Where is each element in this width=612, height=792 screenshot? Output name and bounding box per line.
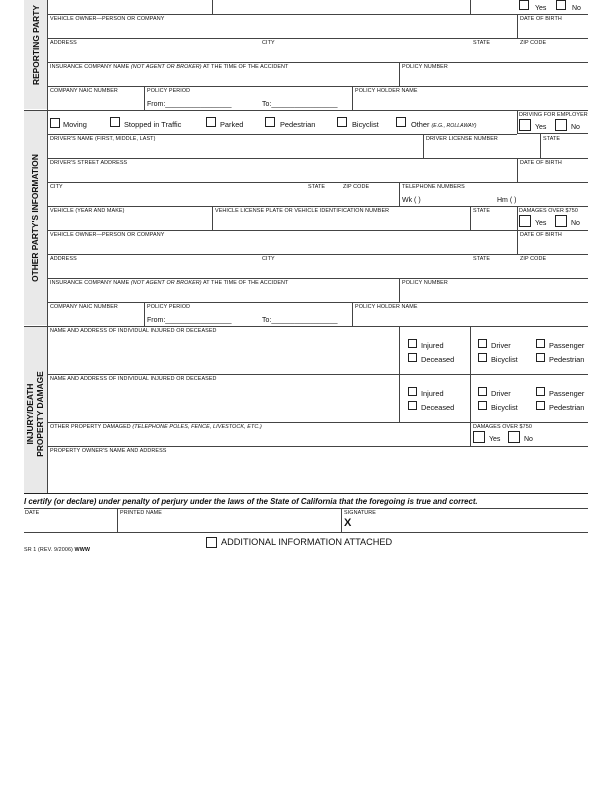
other-policy-holder-label: POLICY HOLDER NAME (355, 304, 418, 310)
status-moving-checkbox[interactable] (50, 118, 60, 128)
employer-no-checkbox[interactable] (555, 119, 567, 131)
other-dob2-label: DATE OF BIRTH (520, 232, 562, 238)
other-city-label: CITY (50, 184, 63, 190)
other-naic-label: COMPANY NAIC NUMBER (50, 304, 118, 310)
other-policy-from: From:_________________ (147, 317, 232, 324)
form-id-text: SR 1 (REV. 9/2006) (24, 547, 75, 553)
status-other-example: (E.G., ROLLAWAY) (431, 123, 477, 129)
drivers-name-label: DRIVER'S NAME (FIRST, MIDDLE, LAST) (50, 136, 156, 142)
person2-bicyclist-checkbox[interactable] (478, 401, 487, 410)
property-damages-yes-label: Yes (489, 436, 501, 443)
other-insurance-label-a: INSURANCE COMPANY NAME (50, 280, 131, 286)
telephone-home: Hm ( ) (497, 197, 517, 204)
other-policy-period-label: POLICY PERIOD (147, 304, 191, 310)
printed-name-label: PRINTED NAME (120, 510, 162, 516)
reporting-top-no-checkbox[interactable] (556, 0, 566, 10)
reporting-policy-period-label: POLICY PERIOD (147, 88, 191, 94)
other-insurance-label-b: (NOT AGENT OR BROKER) (130, 280, 202, 286)
reporting-vehicle-owner-label: VEHICLE OWNER—PERSON OR COMPANY (50, 16, 165, 22)
person1-pedestrian-label: Pedestrian (549, 355, 585, 364)
person2-deceased-label: Deceased (421, 403, 455, 412)
other-policy-number-label: POLICY NUMBER (402, 280, 448, 286)
status-moving-label: Moving (63, 120, 87, 129)
other-damages-no-label: No (571, 220, 580, 227)
person1-injured-label: Injured (421, 341, 444, 350)
street-address-label: DRIVER'S STREET ADDRESS (50, 160, 128, 166)
other-state-label: STATE (308, 184, 326, 190)
other-damages-yes-label: Yes (535, 220, 547, 227)
other-address-city-label: CITY (262, 256, 275, 262)
other-zip-label: ZIP CODE (343, 184, 370, 190)
other-damages-yes-checkbox[interactable] (519, 215, 531, 227)
property-damages-label: DAMAGES OVER $750 (473, 424, 532, 430)
other-vehicle-owner-label: VEHICLE OWNER—PERSON OR COMPANY (50, 232, 165, 238)
person2-bicyclist-label: Bicyclist (491, 403, 518, 412)
person1-deceased-label: Deceased (421, 355, 455, 364)
status-pedestrian-label: Pedestrian (280, 120, 316, 129)
signature-label: SIGNATURE (344, 510, 376, 516)
person1-passenger-checkbox[interactable] (536, 339, 545, 348)
employer-yes-checkbox[interactable] (519, 119, 531, 131)
person1-passenger-label: Passenger (549, 341, 585, 350)
reporting-top-no-label: No (572, 5, 581, 12)
person1-injured-checkbox[interactable] (408, 339, 417, 348)
employer-no-label: No (571, 124, 580, 131)
status-bicyclist-label: Bicyclist (352, 120, 379, 129)
person2-driver-label: Driver (491, 389, 511, 398)
reporting-zip-label: ZIP CODE (520, 40, 547, 46)
other-insurance-label-c: AT THE TIME OF THE ACCIDENT (201, 280, 289, 286)
drivers-license-label: DRIVER LICENSE NUMBER (426, 136, 498, 142)
person1-bicyclist-label: Bicyclist (491, 355, 518, 364)
vehicle-plate-label: VEHICLE LICENSE PLATE OR VEHICLE IDENTIFICATION NUMBER (215, 208, 390, 214)
property-damages-yes-checkbox[interactable] (473, 431, 485, 443)
employer-label: DRIVING FOR EMPLOYER (519, 112, 588, 118)
other-address-label: ADDRESS (50, 256, 77, 262)
other-dob-label: DATE OF BIRTH (520, 160, 562, 166)
injured-person-1-label: NAME AND ADDRESS OF INDIVIDUAL INJURED OR DECEASED (50, 328, 217, 334)
person2-pedestrian-label: Pedestrian (549, 403, 585, 412)
reporting-top-yes-checkbox[interactable] (519, 0, 529, 10)
reporting-insurance-label-c: AT THE TIME OF THE ACCIDENT (201, 64, 289, 70)
reporting-top-yes-label: Yes (535, 5, 547, 12)
status-bicyclist-checkbox[interactable] (337, 117, 347, 127)
vehicle-state-label: STATE (473, 208, 491, 214)
telephone-work: Wk ( ) (402, 197, 421, 204)
person1-pedestrian-checkbox[interactable] (536, 353, 545, 362)
status-other-text: Other (411, 120, 430, 129)
reporting-insurance-label-b: (NOT AGENT OR BROKER) (130, 64, 202, 70)
status-pedestrian-checkbox[interactable] (265, 117, 275, 127)
injured-person-2-label: NAME AND ADDRESS OF INDIVIDUAL INJURED OR DECEASED (50, 376, 217, 382)
status-parked-checkbox[interactable] (206, 117, 216, 127)
telephone-label: TELEPHONE NUMBERS (402, 184, 465, 190)
person1-deceased-checkbox[interactable] (408, 353, 417, 362)
person2-passenger-label: Passenger (549, 389, 585, 398)
reporting-policy-from: From:_________________ (147, 101, 232, 108)
other-party-section-title: OTHER PARTY'S INFORMATION (30, 154, 40, 282)
person2-injured-label: Injured (421, 389, 444, 398)
person1-driver-label: Driver (491, 341, 511, 350)
status-parked-label: Parked (220, 120, 244, 129)
reporting-insurance-label (50, 64, 288, 70)
person2-driver-checkbox[interactable] (478, 387, 487, 396)
form-www: WWW (74, 547, 91, 553)
additional-info-label: ADDITIONAL INFORMATION ATTACHED (221, 537, 393, 547)
person1-bicyclist-checkbox[interactable] (478, 353, 487, 362)
status-other-label (411, 120, 477, 131)
reporting-state-label: STATE (473, 40, 491, 46)
other-property-label-b: (TELEPHONE POLES, FENCE, LIVESTOCK, ETC.) (132, 424, 262, 430)
certification-statement: I certify (or declare) under penalty of perjury under the laws of the State of California that the foregoing is true and correct. (24, 497, 478, 506)
reporting-policy-number-label: POLICY NUMBER (402, 64, 448, 70)
injury-title-line2: PROPERTY DAMAGE (35, 371, 45, 457)
employer-yes-label: Yes (535, 124, 547, 131)
signature-x-mark: X (344, 517, 352, 529)
reporting-section-title: REPORTING PARTY (31, 5, 41, 85)
other-policy-to: To:_________________ (262, 317, 338, 324)
property-damages-no-label: No (524, 436, 533, 443)
other-damages-no-checkbox[interactable] (555, 215, 567, 227)
person2-deceased-checkbox[interactable] (408, 401, 417, 410)
other-insurance-label (50, 280, 288, 286)
drivers-license-state-label: STATE (543, 136, 561, 142)
reporting-naic-label: COMPANY NAIC NUMBER (50, 88, 118, 94)
property-owner-label: PROPERTY OWNER'S NAME AND ADDRESS (50, 448, 167, 454)
other-property-label (50, 424, 262, 430)
date-label: DATE (25, 510, 40, 516)
status-other-checkbox[interactable] (396, 117, 406, 127)
vehicle-year-make-label: VEHICLE (YEAR AND MAKE) (50, 208, 125, 214)
reporting-policy-holder-label: POLICY HOLDER NAME (355, 88, 418, 94)
person2-injured-checkbox[interactable] (408, 387, 417, 396)
form-id (24, 547, 90, 553)
other-damages-label: DAMAGES OVER $750 (519, 208, 578, 214)
injury-title-line1: INJURY/DEATH (25, 383, 35, 445)
person2-pedestrian-checkbox[interactable] (536, 401, 545, 410)
reporting-address-label: ADDRESS (50, 40, 77, 46)
other-property-label-a: OTHER PROPERTY DAMAGED (50, 424, 133, 430)
status-stopped-label: Stopped in Traffic (124, 120, 182, 129)
person2-passenger-checkbox[interactable] (536, 387, 545, 396)
reporting-policy-to: To:_________________ (262, 101, 338, 108)
reporting-insurance-label-a: INSURANCE COMPANY NAME (50, 64, 131, 70)
other-address-zip-label: ZIP CODE (520, 256, 547, 262)
status-stopped-checkbox[interactable] (110, 117, 120, 127)
additional-info-checkbox[interactable] (206, 537, 217, 548)
reporting-dob-label: DATE OF BIRTH (520, 16, 562, 22)
injury-section-title (25, 354, 45, 474)
person1-driver-checkbox[interactable] (478, 339, 487, 348)
reporting-city-label: CITY (262, 40, 275, 46)
other-address-state-label: STATE (473, 256, 491, 262)
property-damages-no-checkbox[interactable] (508, 431, 520, 443)
